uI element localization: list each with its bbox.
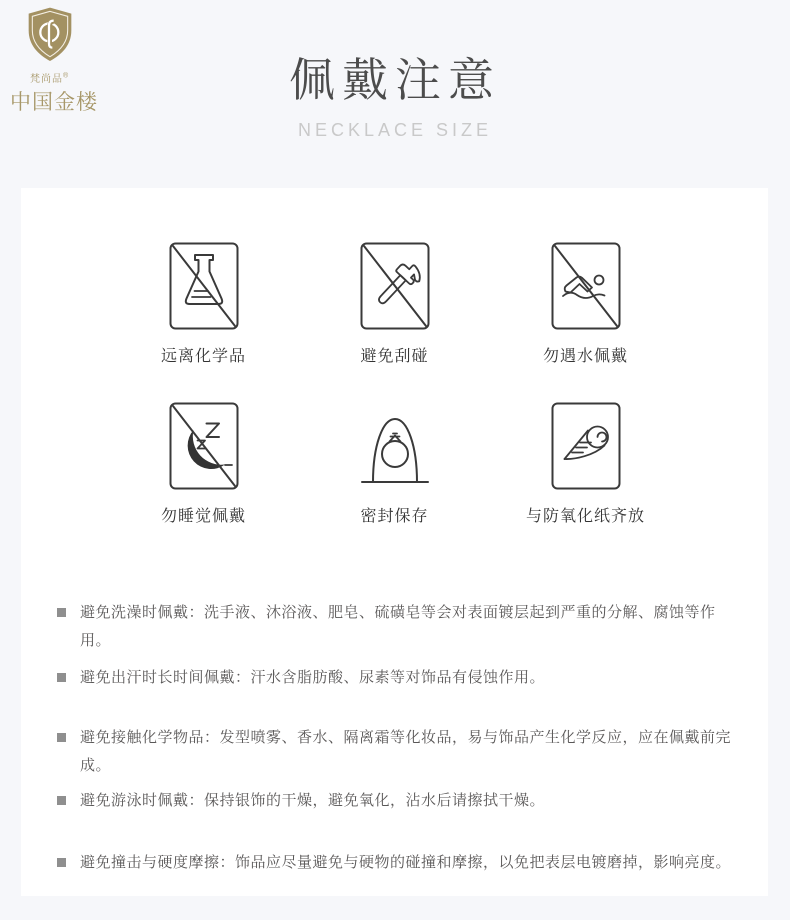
icon-label: 密封保存 (360, 508, 429, 525)
square-bullet-icon (57, 796, 66, 805)
square-bullet-icon (57, 858, 66, 867)
square-bullet-icon (57, 673, 66, 682)
care-note-text: 避免接触化学物品：发型喷雾、香水、隔离霜等化妆品，易与饰品产生化学反应，应在佩戴前完成。 (80, 729, 732, 774)
shield-logo-icon (26, 6, 74, 68)
no-sleep-icon (169, 402, 239, 490)
sealed-storage-icon (360, 402, 430, 490)
care-notes-list (21, 599, 768, 877)
care-item-no-chemicals (108, 242, 299, 366)
care-note (57, 849, 740, 877)
icon-label: 与防氧化纸齐放 (525, 508, 645, 525)
care-note-text: 避免洗澡时佩戴：洗手液、沐浴液、肥皂、硫磺皂等会对表面镀层起到严重的分解、腐蚀等作用。 (80, 604, 716, 649)
care-note-text: 避免撞击与硬度摩擦：饰品应尽量避免与硬物的碰撞和摩擦，以免把表层电镀磨掉，影响亮度。 (80, 854, 732, 871)
care-note (57, 724, 740, 780)
page-title: 佩戴注意 (289, 54, 501, 106)
icon-label: 远离化学品 (160, 348, 246, 365)
care-item-no-water (490, 242, 681, 366)
care-note (57, 664, 740, 692)
square-bullet-icon (57, 733, 66, 742)
care-item-anti-oxidation-paper (490, 402, 681, 526)
square-bullet-icon (57, 608, 66, 617)
icon-label: 勿睡觉佩戴 (160, 508, 246, 525)
care-note-text: 避免出汗时长时间佩戴：汗水含脂肪酸、尿素等对饰品有侵蚀作用。 (80, 669, 546, 686)
registered-mark: ® (63, 72, 70, 80)
no-chemicals-icon (169, 242, 239, 330)
care-item-no-sleep (108, 402, 299, 526)
care-item-no-scratch (299, 242, 490, 366)
content-card (21, 188, 768, 896)
anti-oxidation-paper-icon (551, 402, 621, 490)
brand-name: 中国金楼 (10, 91, 98, 114)
page-subtitle: NECKLACE SIZE (297, 120, 493, 140)
care-note (57, 599, 740, 655)
care-icon-grid (21, 188, 768, 526)
no-scratch-icon (360, 242, 430, 330)
care-item-sealed-storage (299, 402, 490, 526)
icon-label: 勿遇水佩戴 (542, 348, 628, 365)
brand-logo (10, 6, 120, 116)
no-water-icon (551, 242, 621, 330)
care-note-text: 避免游泳时佩戴：保持银饰的干燥，避免氧化，沾水后请擦拭干燥。 (80, 792, 546, 809)
care-note (57, 787, 740, 815)
icon-label: 避免刮碰 (360, 348, 429, 365)
brand-sub-name: 梵尚品® (30, 72, 70, 85)
